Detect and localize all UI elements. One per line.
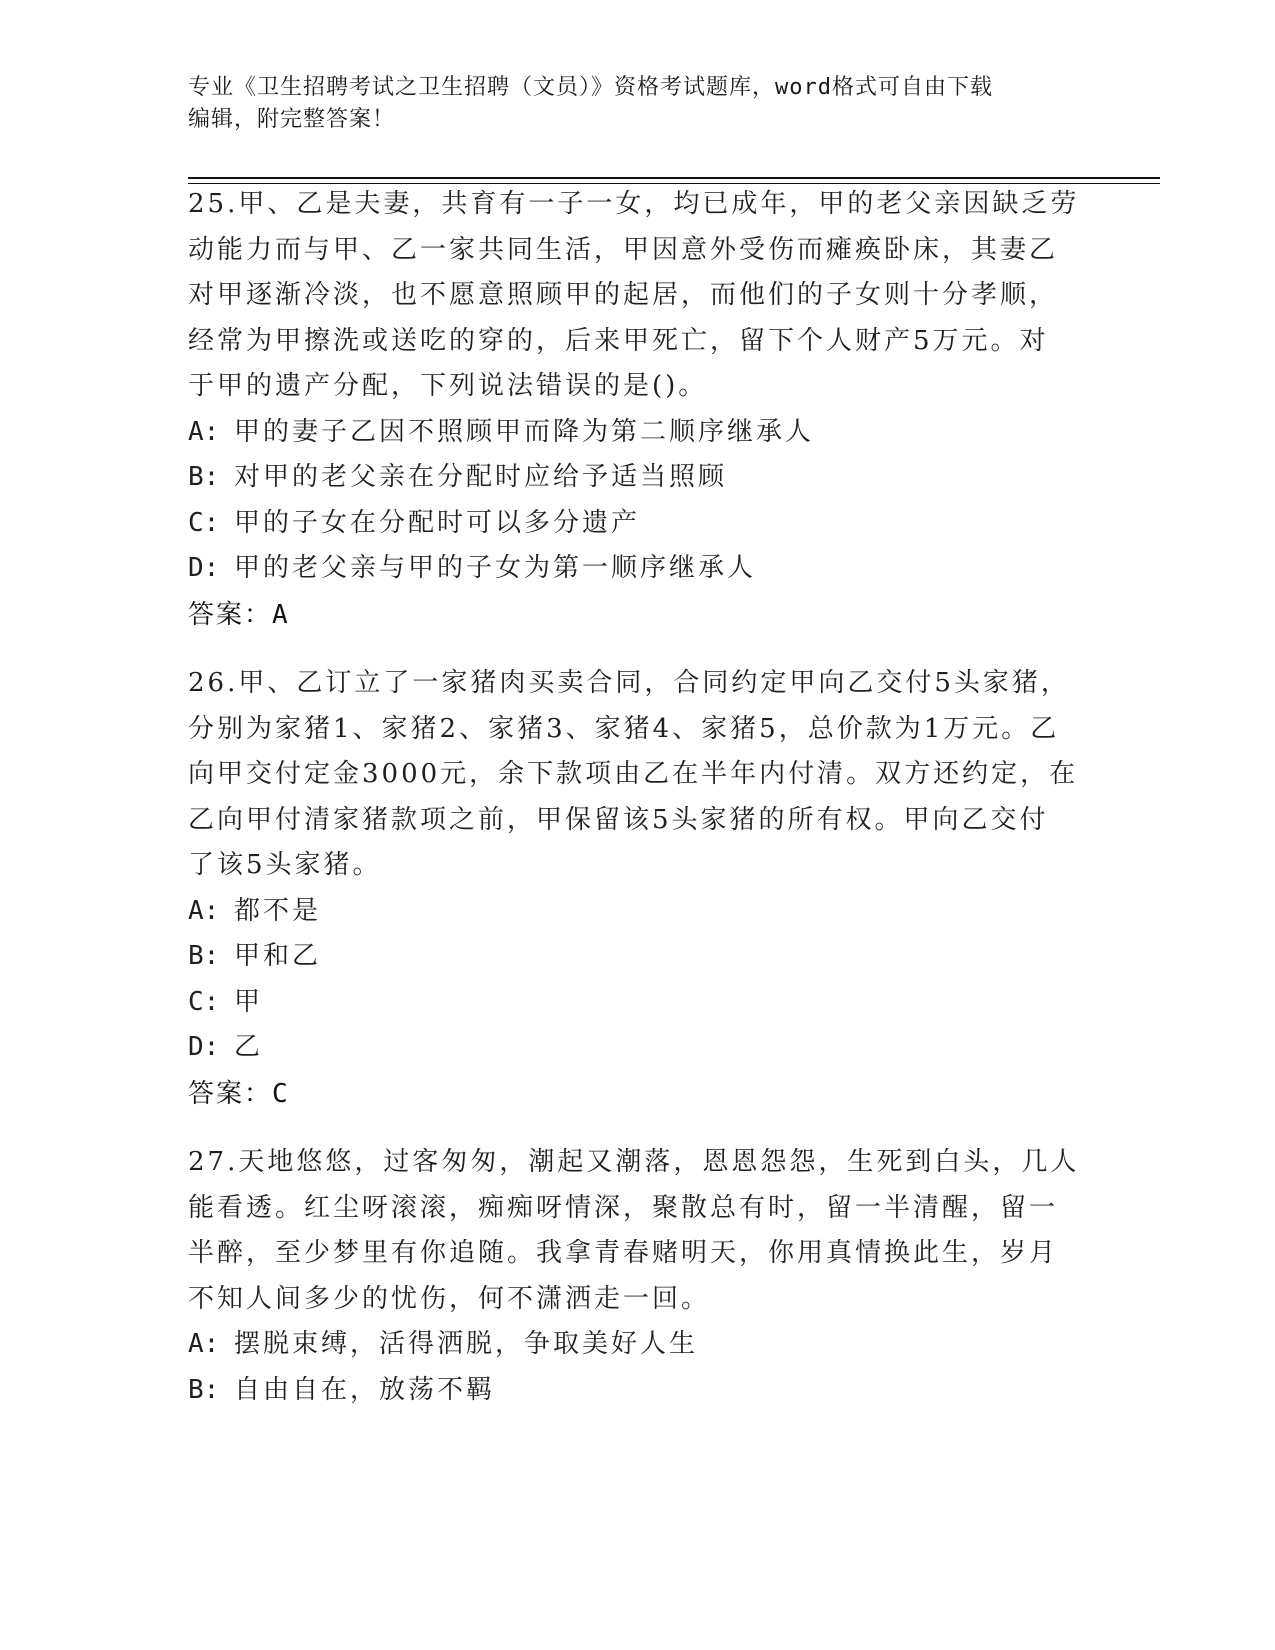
stem-line: 了该5头家猪。 [188, 850, 382, 880]
option-b [188, 455, 1088, 501]
stem-line: 经常为甲擦洗或送吃的穿的，后来甲死亡，留下个人财产5万元。对 [188, 325, 1049, 356]
option-letter: B: [188, 1374, 220, 1405]
option-text: 甲的子女在分配时可以多分遗产 [234, 507, 641, 538]
answer-label: 答案： [188, 599, 273, 630]
option-text: 都不是 [234, 895, 322, 926]
option-letter: C: [188, 986, 220, 1017]
option-text: 甲的老父亲与甲的子女为第一顺序继承人 [234, 553, 757, 583]
option-text: 甲和乙 [234, 941, 322, 971]
answer-line [188, 1071, 1088, 1117]
option-text: 自由自在，放荡不羁 [234, 1374, 496, 1405]
document-header [188, 72, 1068, 136]
option-letter: A: [188, 1329, 220, 1359]
option-text: 乙 [234, 1032, 264, 1062]
option-a [188, 410, 1088, 456]
option-b [188, 1368, 1088, 1414]
stem-line: 对甲逐渐冷淡，也不愿意照顾甲的起居，而他们的子女则十分孝顺， [188, 280, 1059, 310]
option-letter: A: [188, 895, 220, 926]
option-c [188, 501, 1088, 547]
stem-line: 向甲交付定金3000元，余下款项由乙在半年内付清。双方还约定，在 [188, 759, 1079, 789]
stem-line: 25.甲、乙是夫妻，共育有一子一女，均已成年，甲的老父亲因缺乏劳 [188, 189, 1080, 219]
answer-label: 答案： [188, 1078, 273, 1109]
answer-value: C [272, 1078, 288, 1109]
stem-line: 半醉，至少梦里有你追随。我拿青春赌明天，你用真情换此生，岁月 [188, 1238, 1059, 1268]
header-line-2: 编辑，附完整答案！ [188, 107, 396, 132]
option-text: 甲的妻子乙因不照顾甲而降为第二顺序继承人 [234, 416, 815, 447]
option-text: 摆脱束缚，活得洒脱，争取美好人生 [234, 1329, 699, 1359]
question-26 [188, 661, 1088, 1117]
option-letter: B: [188, 941, 220, 971]
stem-line: 动能力而与甲、乙一家共同生活，甲因意外受伤而瘫痪卧床，其妻乙 [188, 234, 1059, 265]
stem-line: 不知人间多少的忧伤，何不潇洒走一回。 [188, 1283, 711, 1314]
option-a [188, 889, 1088, 935]
option-a [188, 1322, 1088, 1368]
option-text: 甲 [234, 986, 264, 1017]
option-letter: D: [188, 1032, 220, 1062]
question-27 [188, 1140, 1088, 1413]
stem-line: 分别为家猪1、家猪2、家猪3、家猪4、家猪5，总价款为1万元。乙 [188, 713, 1060, 744]
header-line-1: 专业《卫生招聘考试之卫生招聘（文员）》资格考试题库，word格式可自由下载 [188, 75, 993, 100]
header-divider [188, 177, 1160, 179]
option-letter: D: [188, 553, 220, 583]
option-text: 对甲的老父亲在分配时应给予适当照顾 [234, 462, 728, 492]
question-stem [188, 661, 1088, 889]
question-stem [188, 182, 1088, 410]
stem-line: 于甲的遗产分配，下列说法错误的是()。 [188, 371, 708, 401]
stem-line: 27.天地悠悠，过客匆匆，潮起又潮落，恩恩怨怨，生死到白头，几人 [188, 1147, 1080, 1177]
question-25 [188, 182, 1088, 638]
stem-line: 26.甲、乙订立了一家猪肉买卖合同，合同约定甲向乙交付5头家猪， [188, 668, 1070, 698]
option-letter: B: [188, 462, 220, 492]
question-stem [188, 1140, 1088, 1322]
option-d [188, 1025, 1088, 1071]
answer-line [188, 592, 1088, 638]
option-letter: A: [188, 416, 220, 447]
stem-line: 能看透。红尘呀滚滚，痴痴呀情深，聚散总有时，留一半清醒，留一 [188, 1192, 1059, 1223]
answer-value: A [272, 599, 288, 630]
option-d [188, 546, 1088, 592]
option-c [188, 980, 1088, 1026]
stem-line: 乙向甲付清家猪款项之前，甲保留该5头家猪的所有权。甲向乙交付 [188, 804, 1049, 835]
option-letter: C: [188, 507, 220, 538]
option-b [188, 934, 1088, 980]
